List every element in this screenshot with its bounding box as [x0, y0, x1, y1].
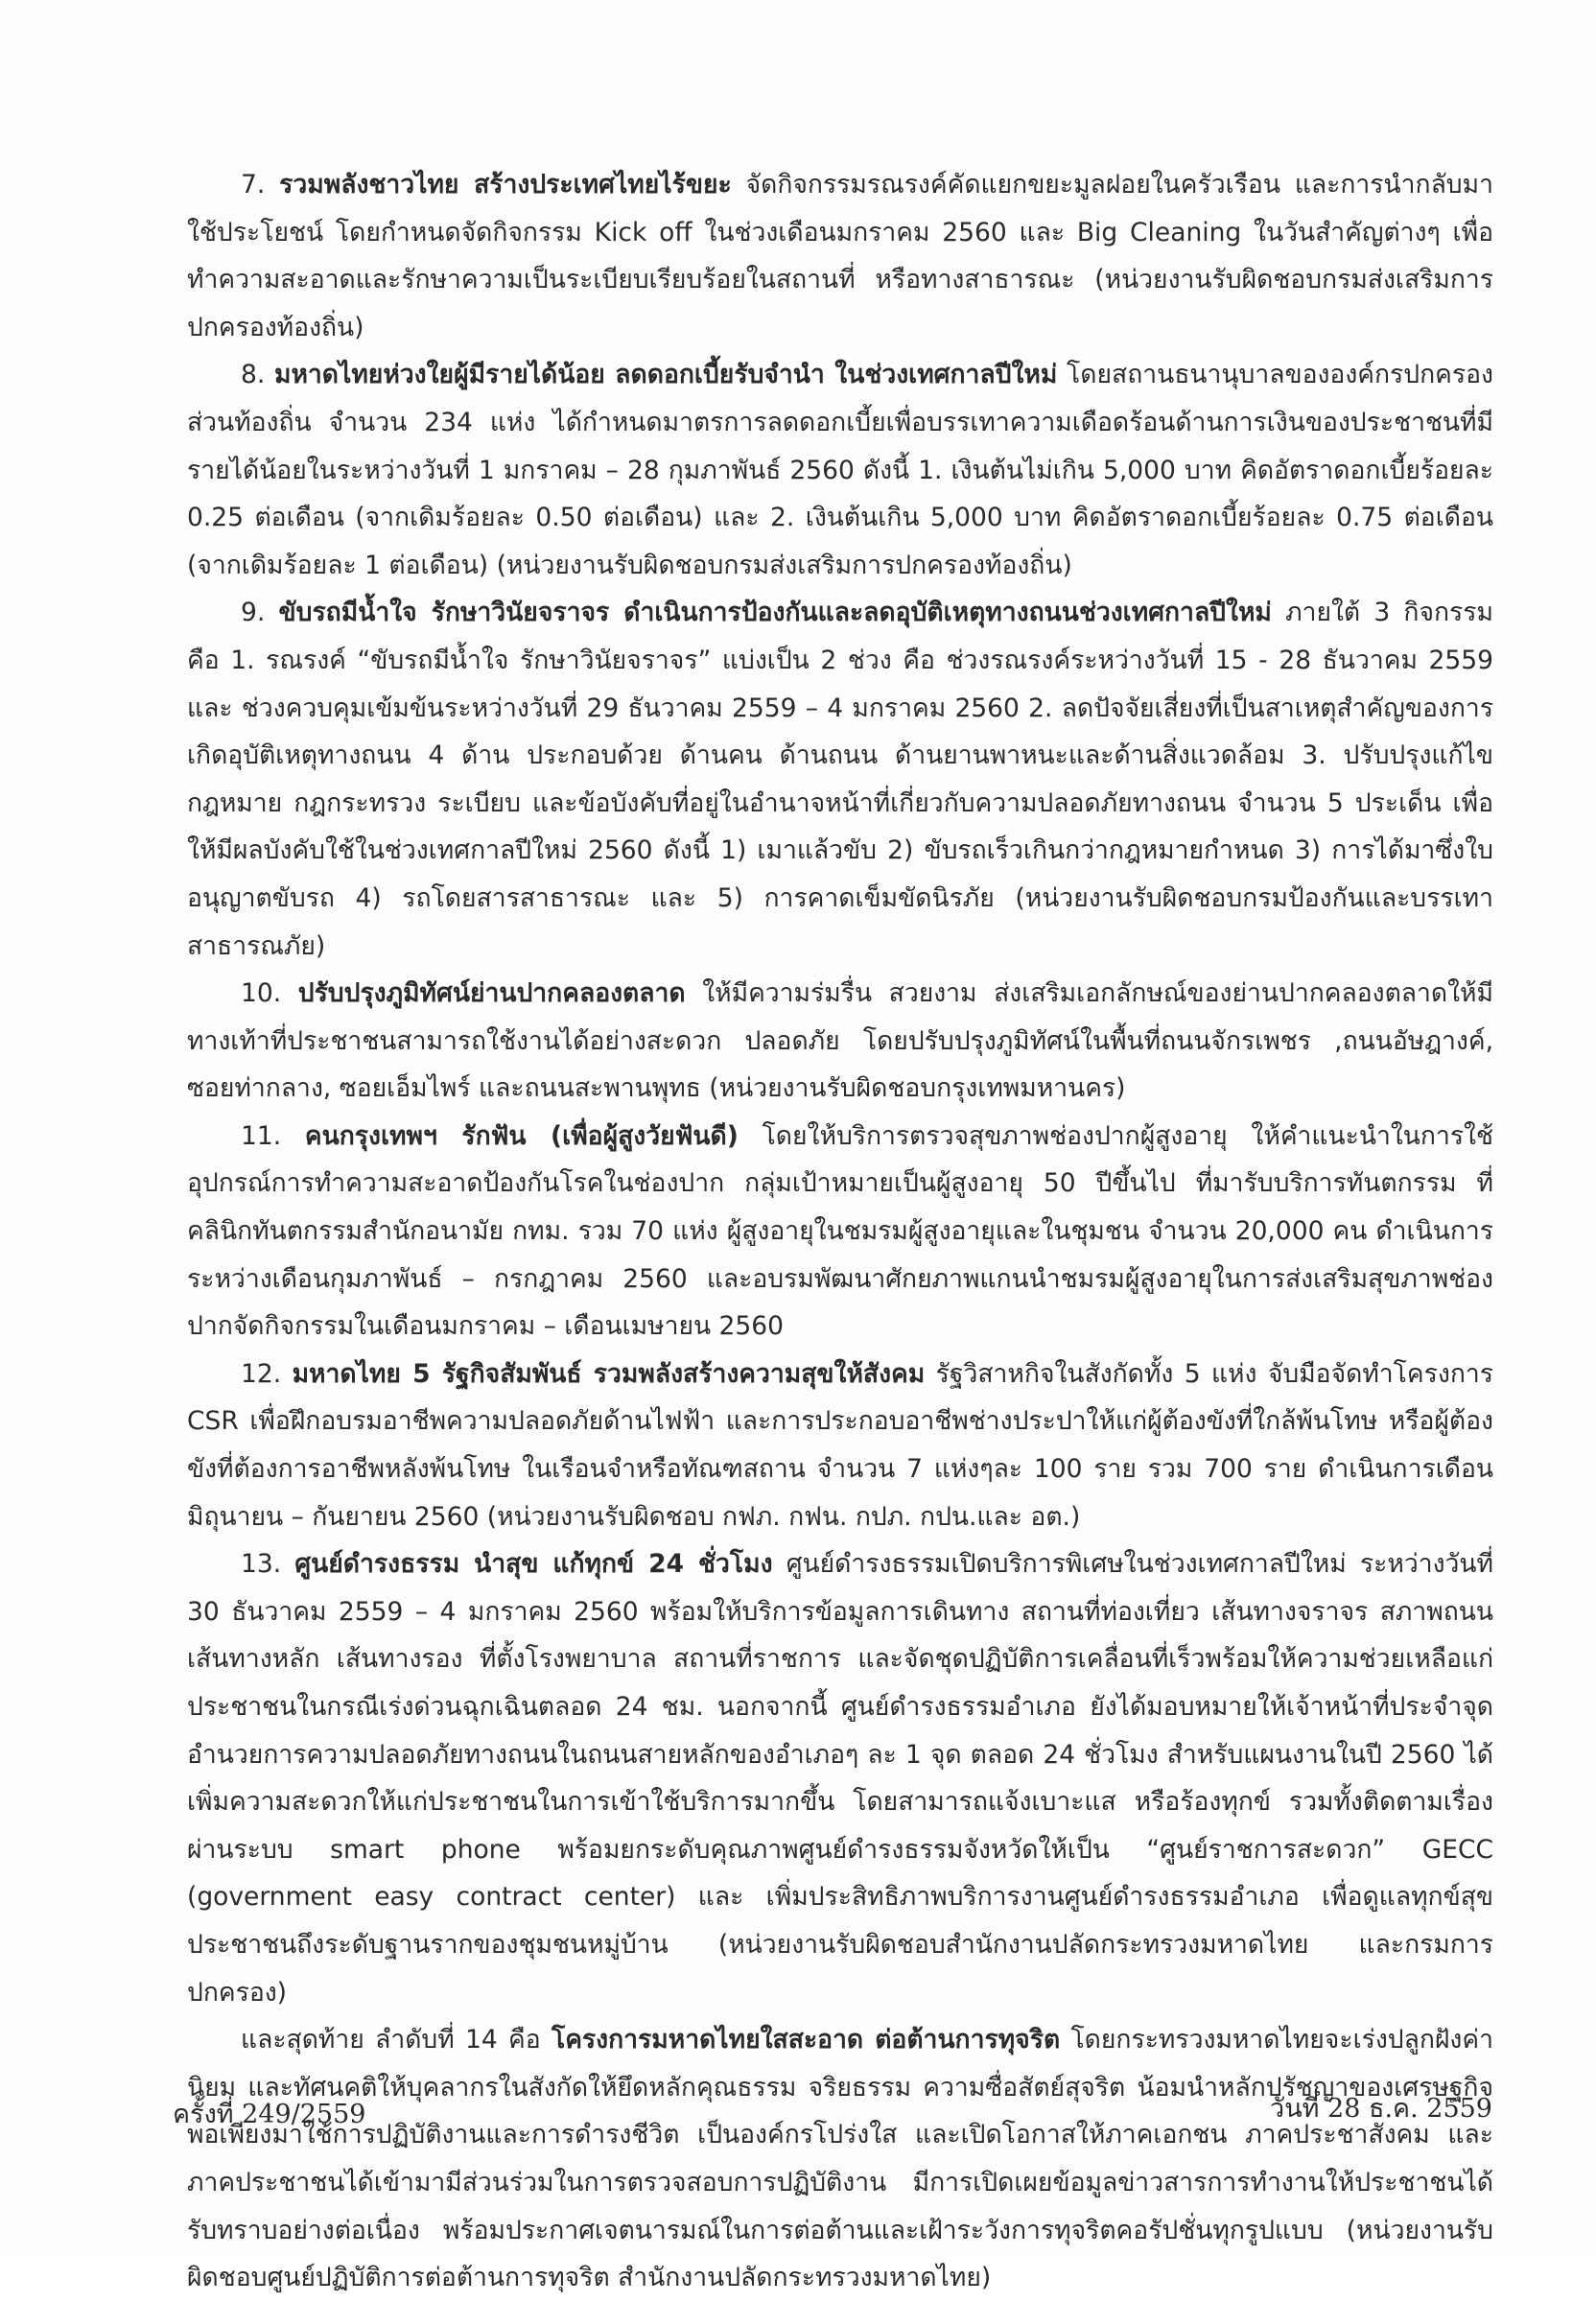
- paragraph-number: 12.: [241, 1358, 282, 1389]
- paragraph-text: โดยสถานธนานุบาลขององค์กรปกครองส่วนท้องถิ่น จำนวน 234 แห่ง ได้กำหนดมาตรการลดดอกเบี้ยเพื่อบรรเทาความเดือดร้อนด้านการเงินของประชาชนที่มีรายได้น้อยในระหว่างวันที่ 1 มกราคม – 28 กุมภาพันธ์ 2560 ดังนี้ 1. เงินต้นไม่เกิน 5,000 บาท คิดอัตราดอกเบี้ยร้อยละ 0.25 ต่อเดือน (จากเดิมร้อยละ 0.50 ต่อเดือน) และ 2. เงินต้นเกิน 5,000 บาท คิดอัตราดอกเบี้ยร้อยละ 0.75 ต่อเดือน (จากเดิมร้อยละ 1 ต่อเดือน) (หน่วยงานรับผิดชอบกรมส่งเสริมการปกครองท้องถิ่น): [187, 360, 1493, 580]
- paragraph-text: รัฐวิสาหกิจในสังกัดทั้ง 5 แห่ง จับมือจัดทำโครงการ CSR เพื่อฝึกอบรมอาชีพความปลอดภัยด้านไฟฟ้า และการประกอบอาชีพช่างประปาให้แก่ผู้ต้องขังที่ใกล้พ้นโทษ หรือผู้ต้องขังที่ต้องการอาชีพหลังพ้นโทษ ในเรือนจำหรือทัณฑสถาน จำนวน 7 แห่งๆละ 100 ราย รวม 700 ราย ดำเนินการเดือนมิถุนายน – กันยายน 2560 (หน่วยงานรับผิดชอบ กฟภ. กฟน. กปภ. กปน.และ อต.): [187, 1358, 1493, 1532]
- issue-number: ครั้งที่ 249/2559: [173, 2100, 366, 2129]
- document-body: [187, 161, 1493, 2302]
- paragraph-13: [187, 1540, 1493, 2016]
- paragraph-text: ภายใต้ 3 กิจกรรม คือ 1. รณรงค์ “ขับรถมีน้ำใจ รักษาวินัยจราจร” แบ่งเป็น 2 ช่วง คือ ช่วงรณรงค์ระหว่างวันที่ 15 - 28 ธันวาคม 2559 และ ช่วงควบคุมเข้มข้นระหว่างวันที่ 29 ธันวาคม 2559 – 4 มกราคม 2560 2. ลดปัจจัยเสี่ยงที่เป็นสาเหตุสำคัญของการเกิดอุบัติเหตุทางถนน 4 ด้าน ประกอบด้วย ด้านคน ด้านถนน ด้านยานพาหนะและด้านสิ่งแวดล้อม 3. ปรับปรุงแก้ไขกฎหมาย กฎกระทรวง ระเบียบ และข้อบังคับที่อยู่ในอำนาจหน้าที่เกี่ยวกับความปลอดภัยทางถนน จำนวน 5 ประเด็น เพื่อให้มีผลบังคับใช้ในช่วงเทศกาลปีใหม่ 2560 ดังนี้ 1) เมาแล้วขับ 2) ขับรถเร็วเกินกว่ากฎหมายกำหนด 3) การได้มาซึ่งใบอนุญาตขับรถ 4) รถโดยสารสาธารณะ และ 5) การคาดเข็มขัดนิรภัย (หน่วยงานรับผิดชอบกรมป้องกันและบรรเทาสาธารณภัย): [187, 598, 1493, 961]
- paragraph-9: [187, 589, 1493, 970]
- paragraph-heading: โครงการมหาดไทยใสสะอาด ต่อต้านการทุจริต: [551, 2025, 1061, 2055]
- paragraph-number: และสุดท้าย ลำดับที่ 14 คือ: [241, 2025, 541, 2055]
- paragraph-8: [187, 351, 1493, 589]
- paragraph-heading: มหาดไทย 5 รัฐกิจสัมพันธ์ รวมพลังสร้างความสุขให้สังคม: [292, 1358, 926, 1389]
- paragraph-12: [187, 1351, 1493, 1540]
- paragraph-heading: มหาดไทยห่วงใยผู้มีรายได้น้อย ลดดอกเบี้ยรับจำนำ ในช่วงเทศกาลปีใหม่: [273, 360, 1058, 390]
- paragraph-14: [187, 2016, 1493, 2302]
- paragraph-number: 10.: [241, 978, 282, 1009]
- paragraph-10: [187, 970, 1493, 1113]
- paragraph-heading: ศูนย์ดำรงธรรม นำสุข แก้ทุกข์ 24 ชั่วโมง: [294, 1549, 773, 1580]
- paragraph-number: 9.: [241, 598, 266, 628]
- paragraph-text: ศูนย์ดำรงธรรมเปิดบริการพิเศษในช่วงเทศกาลปีใหม่ ระหว่างวันที่ 30 ธันวาคม 2559 – 4 มกราคม 2560 พร้อมให้บริการข้อมูลการเดินทาง สถานที่ท่องเที่ยว เส้นทางจราจร สภาพถนน เส้นทางหลัก เส้นทางรอง ที่ตั้งโรงพยาบาล สถานที่ราชการ และจัดชุดปฏิบัติการเคลื่อนที่เร็วพร้อมให้ความช่วยเหลือแก่ประชาชนในกรณีเร่งด่วนฉุกเฉินตลอด 24 ชม. นอกจากนี้ ศูนย์ดำรงธรรมอำเภอ ยังได้มอบหมายให้เจ้าหน้าที่ประจำจุดอำนวยการความปลอดภัยทางถนนในถนนสายหลักของอำเภอๆ ละ 1 จุด ตลอด 24 ชั่วโมง สำหรับแผนงานในปี 2560 ได้เพิ่มความสะดวกให้แก่ประชาชนในการเข้าใช้บริการมากขึ้น โดยสามารถแจ้งเบาะแส หรือร้องทุกข์ รวมทั้งติดตามเรื่อง ผ่านระบบ smart phone พร้อมยกระดับคุณภาพศูนย์ดำรงธรรมจังหวัดให้เป็น “ศูนย์ราชการสะดวก” GECC (government easy contract center) และ เพิ่มประสิทธิภาพบริการงานศูนย์ดำรงธรรมอำเภอ เพื่อดูแลทุกข์สุขประชาชนถึงระดับฐานรากของชุมชนหมู่บ้าน (หน่วยงานรับผิดชอบสำนักงานปลัดกระทรวงมหาดไทย และกรมการปกครอง): [187, 1549, 1493, 2008]
- paragraph-7: [187, 161, 1493, 351]
- paragraph-number: 11.: [241, 1120, 282, 1151]
- issue-date: วันที่ 28 ธ.ค. 2559: [1270, 2094, 1492, 2124]
- paragraph-heading: คนกรุงเทพฯ รักฟัน (เพื่อผู้สูงวัยฟันดี): [304, 1120, 739, 1151]
- paragraph-heading: รวมพลังชาวไทย สร้างประเทศไทยไร้ขยะ: [279, 170, 732, 200]
- paragraph-heading: ปรับปรุงภูมิทัศน์ย่านปากคลองตลาด: [297, 978, 686, 1009]
- paragraph-11: [187, 1113, 1493, 1351]
- paragraph-heading: ขับรถมีน้ำใจ รักษาวินัยจราจร ดำเนินการป้องกันและลดอุบัติเหตุทางถนนช่วงเทศกาลปีใหม่: [278, 598, 1272, 628]
- paragraph-number: 8.: [241, 360, 266, 390]
- paragraph-text: โดยกระทรวงมหาดไทยจะเร่งปลูกฝังค่านิยม และทัศนคติให้บุคลากรในสังกัดให้ยึดหลักคุณธรรม จริยธรรม ความซื่อสัตย์สุจริต น้อมนำหลักปรัชญาของเศรษฐกิจพอเพียงมาใช้การปฏิบัติงานและการดำรงชีวิต เป็นองค์กรโปร่งใส และเปิดโอกาสให้ภาคเอกชน ภาคประชาสังคม และภาคประชาชนได้เข้ามามีส่วนร่วมในการตรวจสอบการปฏิบัติงาน มีการเปิดเผยข้อมูลข่าวสารการทำงานให้ประชาชนได้รับทราบอย่างต่อเนื่อง พร้อมประกาศเจตนารมณ์ในการต่อต้านและเฝ้าระวังการทุจริตคอรัปชั่นทุกรูปแบบ (หน่วยงานรับผิดชอบศูนย์ปฏิบัติการต่อต้านการทุจริต สำนักงานปลัดกระทรวงมหาดไทย): [187, 2025, 1493, 2293]
- paragraph-number: 7.: [241, 170, 266, 200]
- paragraph-text: ให้มีความร่มรื่น สวยงาม ส่งเสริมเอกลักษณ์ของย่านปากคลองตลาดให้มีทางเท้าที่ประชาชนสามารถใช้งานได้อย่างสะดวก ปลอดภัย โดยปรับปรุงภูมิทัศน์ในพื้นที่ถนนจักรเพชร ,ถนนอัษฎางค์, ซอยท่ากลาง, ซอยเอ็มไพร์ และถนนสะพานพุทธ (หน่วยงานรับผิดชอบกรุงเทพมหานคร): [187, 978, 1493, 1104]
- paragraph-text: โดยให้บริการตรวจสุขภาพช่องปากผู้สูงอายุ ให้คำแนะนำในการใช้อุปกรณ์การทำความสะอาดป้องกันโรคในช่องปาก กลุ่มเป้าหมายเป็นผู้สูงอายุ 50 ปีขึ้นไป ที่มารับบริการทันตกรรม ที่คลินิกทันตกรรมสำนักอนามัย กทม. รวม 70 แห่ง ผู้สูงอายุในชมรมผู้สูงอายุและในชุมชน จำนวน 20,000 คน ดำเนินการระหว่างเดือนกุมภาพันธ์ – กรกฎาคม 2560 และอบรมพัฒนาศักยภาพแกนนำชมรมผู้สูงอายุในการส่งเสริมสุขภาพช่องปากจัดกิจกรรมในเดือนมกราคม – เดือนเมษายน 2560: [187, 1120, 1493, 1342]
- paragraph-text: จัดกิจกรรมรณรงค์คัดแยกขยะมูลฝอยในครัวเรือน และการนำกลับมาใช้ประโยชน์ โดยกำหนดจัดกิจกรรม Kick off ในช่วงเดือนมกราคม 2560 และ Big Cleaning ในวันสำคัญต่างๆ เพื่อทำความสะอาดและรักษาความเป็นระเบียบเรียบร้อยในสถานที่ หรือทางสาธารณะ (หน่วยงานรับผิดชอบกรมส่งเสริมการปกครองท้องถิ่น): [187, 170, 1493, 342]
- paragraph-number: 13.: [241, 1549, 282, 1580]
